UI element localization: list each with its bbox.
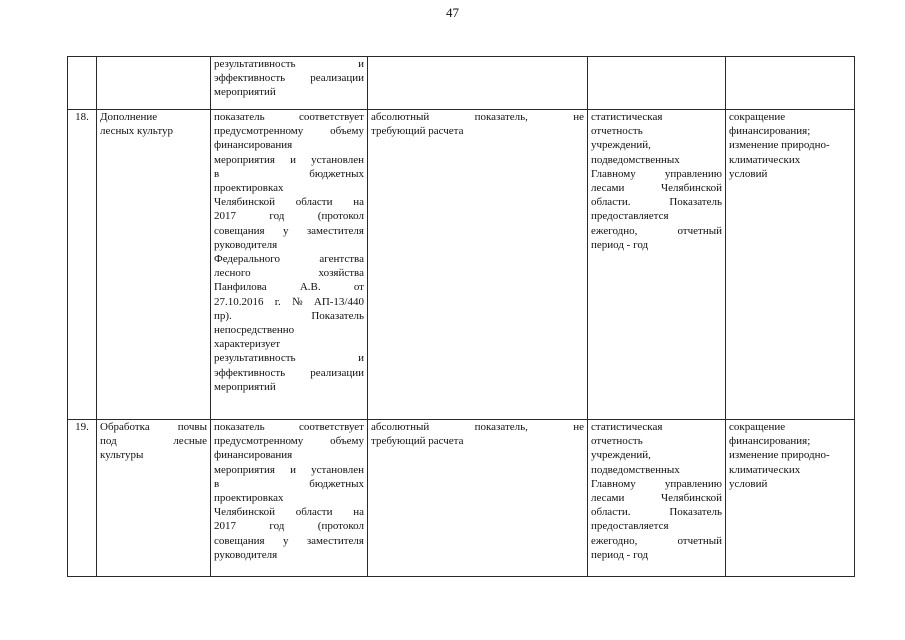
cell-word: области (295, 506, 333, 519)
cell-text-line: проектировках (214, 182, 284, 195)
cell-word: реализации (310, 366, 364, 379)
cell-text-line: финансирования (214, 139, 293, 152)
cell-text-line: руководителя (214, 548, 278, 561)
rationale-cell (211, 57, 368, 110)
data-source-cell (588, 110, 726, 420)
cell-word: области (295, 196, 333, 209)
calculation-method-cell (368, 57, 588, 110)
cell-text-line: культуры (100, 449, 144, 462)
cell-text-line: характеризует (214, 338, 281, 351)
cell-text-line (214, 505, 364, 519)
cell-text-line: изменение природно- (729, 449, 830, 462)
cell-word: мероприятия (214, 463, 275, 476)
cell-text-line: учреждений, (591, 449, 651, 462)
cell-text-line (100, 420, 207, 434)
cell-text-line: требующий расчета (371, 125, 464, 138)
cell-text-line (214, 195, 364, 209)
cell-text-line (214, 110, 364, 124)
cell-text-line (214, 463, 364, 477)
cell-word: у (282, 224, 289, 237)
cell-word: под (100, 435, 117, 448)
cell-text-line: изменение природно- (729, 139, 830, 152)
cell-text-line (591, 477, 722, 491)
indicator-name-cell (97, 420, 211, 577)
cell-text-line: сокращение (729, 421, 786, 433)
cell-word: лесами (591, 492, 625, 505)
cell-word: А.В. (299, 281, 321, 294)
cell-text-line (214, 534, 364, 548)
cell-word: области. (591, 196, 631, 209)
cell-word: отчетный (677, 224, 722, 237)
cell-word: соответствует (298, 421, 364, 433)
cell-word: Челябинской (660, 492, 722, 505)
indicator-name-cell (97, 110, 211, 420)
cell-word: не (573, 111, 584, 123)
cell-text-line: условий (729, 477, 768, 490)
cell-word: почвы (177, 421, 207, 433)
cell-text-line: мероприятий (214, 86, 276, 99)
calculation-method-cell (368, 420, 588, 577)
cell-word: реализации (310, 72, 364, 85)
cell-text-line (214, 209, 364, 223)
calculation-method-cell (368, 110, 588, 420)
risk-factors-cell (726, 57, 855, 110)
cell-word: г. (274, 295, 281, 308)
cell-text-line (214, 519, 364, 533)
cell-word: объему (330, 435, 364, 448)
cell-text-line (591, 195, 722, 209)
cell-word: от (353, 281, 364, 294)
cell-text-line: лесных культур (100, 125, 174, 138)
cell-word: 2017 (214, 210, 236, 223)
cell-text-line: отчетность (591, 435, 643, 448)
cell-word: результативность (214, 58, 296, 70)
cell-text-line (591, 491, 722, 505)
cell-text-line (214, 71, 364, 85)
cell-word: области. (591, 506, 631, 519)
cell-text-line (214, 280, 364, 294)
cell-word: ежегодно, (591, 224, 638, 237)
table-body (68, 57, 855, 577)
cell-word: Федерального (214, 253, 281, 266)
cell-text-line (214, 252, 364, 266)
cell-word: предусмотренному (214, 435, 304, 448)
cell-text-line: сокращение (729, 111, 786, 123)
cell-word: хозяйства (318, 267, 364, 280)
row-number-cell (68, 57, 97, 110)
cell-text-line (591, 181, 722, 195)
cell-word: управлению (664, 477, 722, 490)
data-source-cell (588, 420, 726, 577)
cell-word: на (353, 196, 364, 209)
cell-word: (протокол (317, 210, 364, 223)
cell-word: эффективность (214, 72, 286, 85)
cell-word: на (353, 506, 364, 519)
cell-word: Обработка (100, 421, 150, 433)
cell-word: пр). (214, 309, 232, 322)
cell-word: 2017 (214, 520, 236, 533)
row-number-cell: 18. (68, 110, 97, 420)
cell-word: год (269, 210, 285, 223)
cell-word: эффективность (214, 366, 286, 379)
cell-word: Челябинской (214, 196, 276, 209)
cell-word: Показатель (311, 309, 364, 322)
cell-word: бюджетных (309, 477, 364, 490)
cell-word: абсолютный (371, 111, 430, 123)
cell-word: лесного (214, 267, 251, 280)
cell-text-line (591, 534, 722, 548)
cell-word: совещания (214, 224, 265, 237)
cell-word: в (214, 167, 220, 180)
cell-word: отчетный (677, 534, 722, 547)
cell-text-line: подведомственных (591, 463, 680, 476)
cell-text-line: предоставляется (591, 520, 669, 533)
cell-word: показатель, (474, 421, 528, 433)
cell-word: результативность (214, 352, 296, 365)
table-row (68, 57, 855, 110)
cell-text-line: статистическая (591, 111, 663, 123)
cell-word: агентства (319, 253, 364, 266)
cell-text-line (214, 477, 364, 491)
cell-word: предусмотренному (214, 125, 304, 138)
cell-text-line: подведомственных (591, 153, 680, 166)
cell-word: Главному (591, 167, 636, 180)
cell-text-line (214, 57, 364, 71)
cell-word: в (214, 477, 220, 490)
cell-word: № (292, 295, 303, 308)
table-row (68, 420, 855, 577)
cell-word: ежегодно, (591, 534, 638, 547)
cell-word: лесами (591, 182, 625, 195)
cell-text-line (214, 366, 364, 380)
cell-text-line: проектировках (214, 492, 284, 505)
cell-word: показатель (214, 111, 265, 123)
cell-word: и (358, 352, 364, 365)
indicator-name-cell (97, 57, 211, 110)
cell-text-line (591, 167, 722, 181)
cell-word: управлению (664, 167, 722, 180)
cell-text-line (100, 434, 207, 448)
cell-word: не (573, 421, 584, 433)
cell-text-line: непосредственно (214, 324, 295, 337)
cell-word: Челябинской (660, 182, 722, 195)
cell-word: абсолютный (371, 421, 430, 433)
cell-word: мероприятия (214, 153, 275, 166)
cell-word: Панфилова (214, 281, 267, 294)
cell-text-line: финансирования (214, 449, 293, 462)
cell-text-line (214, 167, 364, 181)
cell-text-line: период - год (591, 238, 649, 251)
cell-text-line (214, 224, 364, 238)
cell-text-line: период - год (591, 548, 649, 561)
cell-text-line: отчетность (591, 125, 643, 138)
cell-word: у (282, 534, 289, 547)
cell-text-line (214, 153, 364, 167)
cell-text-line: финансирования; (729, 435, 811, 448)
cell-text-line: учреждений, (591, 139, 651, 152)
cell-text-line (591, 224, 722, 238)
cell-word: показатель, (474, 111, 528, 123)
cell-text-line (371, 420, 584, 434)
data-source-cell (588, 57, 726, 110)
cell-word: объему (330, 125, 364, 138)
cell-text-line (214, 351, 364, 365)
cell-word: соответствует (298, 111, 364, 123)
cell-text-line: руководителя (214, 238, 278, 251)
cell-text-line: финансирования; (729, 125, 811, 138)
cell-text-line: предоставляется (591, 210, 669, 223)
cell-text-line (214, 309, 364, 323)
cell-word: лесные (173, 435, 207, 448)
cell-text-line (214, 266, 364, 280)
cell-word: и (290, 153, 296, 166)
cell-text-line: требующий расчета (371, 435, 464, 448)
cell-text-line: статистическая (591, 421, 663, 433)
risk-factors-cell (726, 420, 855, 577)
cell-text-line (214, 124, 364, 138)
row-number-cell: 19. (68, 420, 97, 577)
cell-word: и (290, 463, 296, 476)
cell-word: совещания (214, 534, 265, 547)
page-number: 47 (446, 5, 459, 20)
cell-word: Показатель (669, 506, 722, 519)
cell-word: 27.10.2016 (214, 295, 264, 308)
cell-text-line: условий (729, 167, 768, 180)
cell-text-line (371, 110, 584, 124)
cell-word: заместителя (306, 224, 364, 237)
rationale-cell (211, 420, 368, 577)
cell-word: установлен (311, 153, 364, 166)
cell-word: Челябинской (214, 506, 276, 519)
cell-text-line: климатических (729, 463, 801, 476)
cell-text-line: климатических (729, 153, 801, 166)
cell-text-line: Дополнение (100, 111, 158, 123)
cell-word: показатель (214, 421, 265, 433)
cell-word: и (358, 58, 364, 70)
cell-text-line (214, 420, 364, 434)
cell-word: установлен (311, 463, 364, 476)
cell-text-line: мероприятий (214, 380, 276, 393)
cell-text-line (214, 434, 364, 448)
cell-word: год (269, 520, 285, 533)
cell-text-line (591, 505, 722, 519)
cell-word: бюджетных (309, 167, 364, 180)
indicators-table (67, 56, 855, 577)
cell-word: Главному (591, 477, 636, 490)
table-row (68, 110, 855, 420)
cell-word: АП-13/440 (313, 295, 364, 308)
cell-word: (протокол (317, 520, 364, 533)
rationale-cell (211, 110, 368, 420)
cell-text-line (214, 295, 364, 309)
cell-word: Показатель (669, 196, 722, 209)
risk-factors-cell (726, 110, 855, 420)
cell-word: заместителя (306, 534, 364, 547)
